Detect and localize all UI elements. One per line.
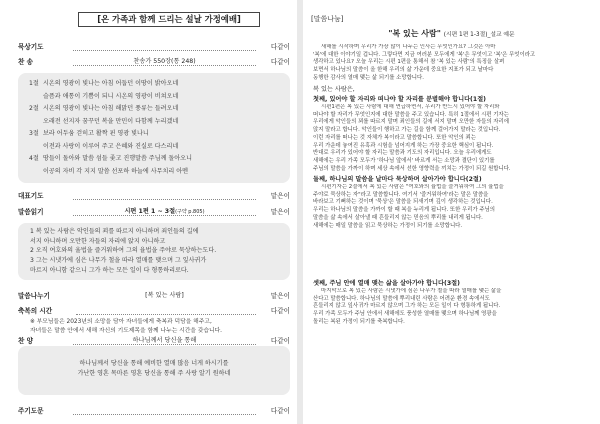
point-heading-3: 셋째, 주님 안에 열매 맺는 삶을 살아가야 합니다(3절) bbox=[313, 280, 460, 287]
sermon-heading-sub: (시편 1편 1-3절)_설교 예문 bbox=[443, 32, 515, 38]
sermon-role: 맡은이 bbox=[270, 292, 290, 300]
verse-text: 이전과 사랑이 이루어 주고 은혜와 진실로 다스리네 bbox=[43, 142, 179, 150]
scripture-row bbox=[18, 207, 290, 217]
hymn-verse-line bbox=[29, 92, 178, 102]
intro-paragraph bbox=[313, 44, 596, 83]
paragraph-line: 우리 가운데 놓여진 유혹과 시험을 넘어지게 하는 가장 중요한 핵심이 됩니다. bbox=[313, 142, 494, 149]
lead-line: 복 있는 사람은, bbox=[313, 86, 355, 93]
point-heading-1: 첫째, 있어야 할 자리와 떠나야 할 자리를 분별해야 합니다(1절) bbox=[313, 96, 486, 103]
praise-label: 찬 양 bbox=[18, 337, 34, 345]
scripture-line: 2 오직 여호와의 율법을 즐거워하여 그의 율법을 주야로 묵상하는도다. bbox=[30, 247, 217, 255]
verse-text: 보라 어두움 걷히고 활짝 핀 영광 빛나니 bbox=[43, 130, 149, 137]
scripture-line: 서지 아니하며 오만한 자들의 자리에 앉지 아니하고 bbox=[30, 237, 166, 245]
representative-prayer-label: 대표기도 bbox=[18, 192, 44, 200]
right-page bbox=[303, 0, 600, 424]
praise-lyrics-box bbox=[18, 346, 290, 395]
lords-prayer-label: 주기도문 bbox=[18, 407, 44, 415]
scripture-line: 1 복 있는 사람은 악인들의 꾀를 따르지 아니하며 죄인들의 길에 bbox=[30, 228, 199, 235]
verse-text: 이공의 자비 각 지지 말씀 선포하 하늘에 사무치리 아멘 bbox=[43, 167, 189, 175]
paragraph-line: 돌리는 복된 가정이 되기를 축복합니다. bbox=[313, 318, 405, 325]
verse-text: 시온의 영광이 빛나는 아침 해맑던 풍류는 들려오네 bbox=[43, 105, 179, 112]
opening-prayer-label: 묵상기도 bbox=[18, 43, 44, 51]
blessing-note-2: 자녀들은 말씀 안에서 새해 자신의 기도제목을 함께 나누는 시간을 갖습니다. bbox=[30, 328, 223, 334]
worship-title: [온 가족과 함께 드리는 설날 가정예배] bbox=[78, 12, 260, 27]
paragraph-line: 마지막으로 복 있는 사람은 시냇가에 심은 나무가 철을 따라 열매를 맺는 삶을 bbox=[321, 288, 502, 294]
point-heading-2: 둘째, 하나님의 말씀을 날마다 묵상하며 살아가야 합니다(2절) bbox=[313, 176, 482, 183]
sermon-heading-title: "복 있는 사람" bbox=[388, 29, 441, 38]
praise-role: 다같이 bbox=[270, 337, 290, 345]
sermon-label: 말씀나누기 bbox=[18, 292, 50, 300]
scripture-label: 말씀읽기 bbox=[18, 208, 44, 216]
paragraph-line: 산다고 말씀합니다. 하나님의 말씀에 뿌리내린 사람은 어려운 환경 속에서도 bbox=[313, 295, 490, 302]
dotted-leader bbox=[73, 42, 256, 51]
verse-number: 2절 bbox=[29, 105, 39, 112]
verse-text: 슬픔과 애통이 기쁨이 되니 시온의 영광이 비쳐오네 bbox=[43, 92, 179, 100]
hymn-verse-line bbox=[29, 117, 178, 127]
paragraph-line: 시편기자는 2절에서 복 있는 사람은 "여호와의 율법을 즐거워하여 그의 율법을 bbox=[321, 184, 504, 190]
paragraph-line: 우리 가족 모두가 주님 안에서 새해에도 풍성한 열매를 맺으며 하나님께 영광을 bbox=[313, 311, 497, 318]
paragraph-line: 바라보고 기뻐하는 것이며 '묵상'은 말씀을 되새기며 깊이 생각하는 것입니다. bbox=[313, 199, 493, 206]
paragraph-line: 생각하고 있나요? 오늘 우리는 시편 1편을 통해서 참 '복 있는 사람'의 특징을 살펴 bbox=[313, 59, 505, 66]
hymn-label: 찬 송 bbox=[18, 58, 34, 66]
dotted-leader bbox=[76, 306, 256, 315]
scripture-text: 시편 1편 1 ~ 3절 bbox=[124, 208, 176, 215]
point-paragraph-2 bbox=[313, 184, 596, 230]
hymn-row bbox=[18, 57, 290, 67]
blessing-time-label: 축복의 시간 bbox=[18, 307, 53, 315]
scripture-page: (구약 p.805) bbox=[175, 209, 205, 215]
paragraph-line: 흔들리지 않고 잎사귀가 마르지 않으며 그가 하는 모든 일이 다 형통하게 됩니다. bbox=[313, 303, 501, 310]
paragraph-line: 동행한 감사의 열매 맺는 삶 되기를 소망합니다. bbox=[313, 74, 424, 81]
lords-prayer-row bbox=[18, 406, 290, 416]
opening-prayer-role: 다같이 bbox=[270, 43, 290, 51]
hymn-verse-line bbox=[29, 142, 178, 152]
hymn-verse-line bbox=[29, 129, 149, 139]
paragraph-line: 새해를 시작하며 우리가 가장 많이 나누는 인사는 무엇인가요? 그것은 아마 bbox=[321, 44, 496, 50]
paragraph-line: 새해에는 매일 말씀을 읽고 묵상하는 가정이 되기를 소망합니다. bbox=[313, 222, 463, 229]
verse-text: 땅들이 돌아와 말씀 섬들 좇고 진행말씀 주님께 돌아오니 bbox=[43, 155, 192, 162]
paragraph-line: 새해에는 우리 가족 모두가 '하나님 앞에서' 바르게 서는 소망과 결단이 있기를 bbox=[313, 157, 495, 164]
representative-prayer-row bbox=[18, 191, 290, 201]
sermon-heading bbox=[303, 28, 600, 39]
scripture-line: 마르지 아니함 같으니 그가 하는 모든 일이 다 형통하리로다. bbox=[30, 266, 189, 274]
scripture-passage bbox=[30, 227, 282, 276]
paragraph-line: 반대로 우리가 있어야 할 자리는 말씀과 기도의 자리입니다. 오늘 우리에게도 bbox=[313, 150, 492, 157]
left-page bbox=[0, 0, 297, 424]
praise-lyric-line: 가난한 영혼 목마른 영혼 당신을 통해 주 사랑 알기 원하네 bbox=[77, 369, 231, 377]
section-header: [말씀나눔] bbox=[311, 15, 344, 23]
verse-text: 오래전 선지자 꿈꾸던 복을 만민이 다함께 누리겠네 bbox=[43, 117, 179, 125]
sermon-title: [복 있는 사람] bbox=[145, 292, 184, 299]
praise-row bbox=[18, 336, 290, 346]
paragraph-line: 말씀을 삶 속에서 살아낼 때 흔들리지 않는 믿음의 뿌리를 내리게 됩니다. bbox=[313, 214, 483, 221]
opening-prayer-row bbox=[18, 42, 290, 52]
dotted-leader bbox=[73, 191, 256, 200]
blessing-time-row bbox=[18, 306, 290, 316]
praise-lyric-line: 하나님께서 당신을 통해 예비한 열매 많음 너게 하시기를 bbox=[79, 360, 229, 367]
hymn-verse-line bbox=[29, 154, 192, 164]
paragraph-line: 우리에게 악인들의 꾀를 따르지 말며 죄인들의 길에 서지 말며 오만한 자들의 자리에 bbox=[313, 119, 509, 126]
verse-text: 시온의 영광이 빛나는 아침 어둡던 이땅이 밝아오네 bbox=[43, 80, 179, 87]
hymn-verse-line bbox=[29, 79, 178, 89]
paragraph-line: 우리는 하나님의 말씀을 가까이 할 때 복을 누리게 됩니다. 또한 우리가 주님의 bbox=[313, 207, 495, 214]
dotted-leader bbox=[73, 406, 256, 415]
verse-number: 3절 bbox=[29, 130, 39, 137]
paragraph-line: 이런 자리를 떠나는 것 자체가 복이라고 말씀합니다. 또한 악인의 꾀는 bbox=[313, 134, 476, 141]
hymn-number: 찬송가 550장(통 248) bbox=[73, 57, 256, 66]
lords-prayer-role: 다같이 bbox=[270, 407, 290, 415]
hymn-verse-line bbox=[29, 167, 188, 177]
blessing-note-1: ※ 부모님들은 2023년의 소망을 담아 자녀들에게 축복과 덕담을 해주고, bbox=[30, 319, 212, 325]
point-paragraph-3 bbox=[313, 288, 596, 327]
paragraph-line: '복'에 대한 이야기일 겁니다. 그렇다면 지금 여러분 모두에게 '복'은 무엇이고 '복'은 무엇이라고 bbox=[313, 51, 536, 58]
hymn-role: 다같이 bbox=[270, 58, 290, 66]
sermon-row bbox=[18, 291, 290, 301]
scripture-role: 맡은이 bbox=[270, 208, 290, 216]
blessing-time-role: 다같이 bbox=[270, 307, 290, 315]
paragraph-line: 주야로 묵상하는 자"라고 말씀합니다. 여기서 '즐거워하여'라는 말은 말씀을 bbox=[313, 191, 489, 198]
representative-prayer-role: 맡은이 bbox=[270, 192, 290, 200]
paragraph-line: 시편1편은 복 있는 사람에 대해 연급하면서, 우리가 반드시 있어야 할 자리와 bbox=[321, 104, 500, 110]
hymn-verse-line bbox=[29, 104, 178, 114]
praise-song: 하나님께서 당신을 통해 bbox=[73, 336, 256, 345]
paragraph-line: 주님의 말씀을 가까이 하며 세상 속에서 선한 영향력을 끼치는 가정이 되길 원합니다. bbox=[313, 165, 511, 172]
paragraph-line: 떠나야 할 자리가 무엇인지에 대한 말씀을 주고 있습니다. 특히 1절에서 시편 기자는 bbox=[313, 111, 509, 118]
paragraph-line: 앉지 말라고 합니다. 악인들이 행하고 가는 길을 함께 걸어가지 말라는 것입니다. bbox=[313, 127, 501, 134]
scripture-line: 3 그는 시냇가에 심은 나무가 철을 따라 열매를 맺으며 그 잎사귀가 bbox=[30, 257, 207, 265]
verse-number: 4절 bbox=[29, 155, 39, 162]
scripture-reference bbox=[73, 207, 256, 216]
paragraph-line: 보면서 하나님의 말씀이 올 한해 우리의 삶 가운데 중요한 지표가 되고 날마다 bbox=[313, 67, 494, 74]
point-paragraph-1 bbox=[313, 104, 596, 173]
verse-number: 1절 bbox=[29, 80, 39, 87]
